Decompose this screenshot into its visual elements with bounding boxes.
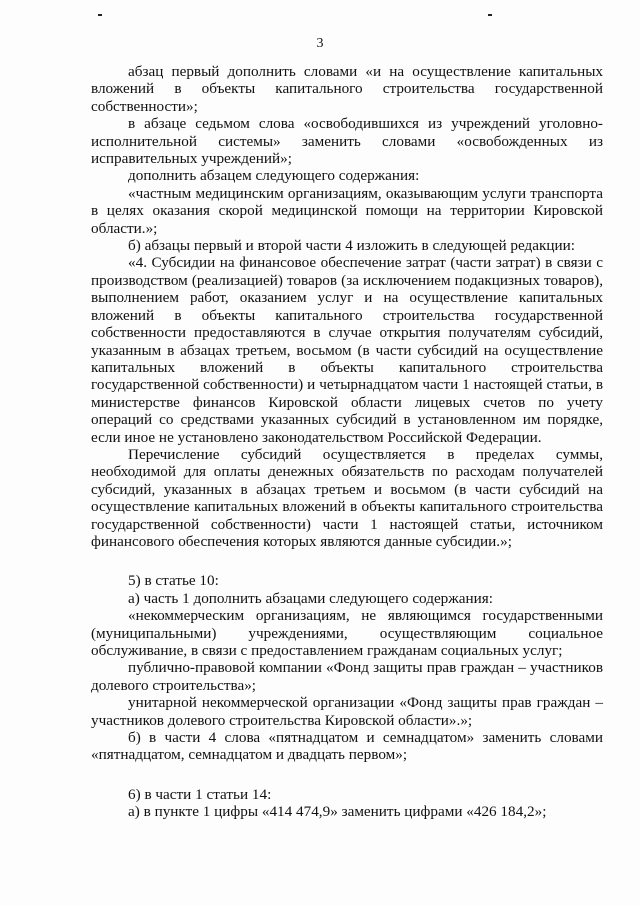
paragraph: «4. Субсидии на финансовое обеспечение затрат (части затрат) в связи с производством (реализацией) товаров (за исключением подакцизных товаров), выполнением работ, оказанием услуг и на осуществление капитальных вложений в объекты капитального строительства государственной собственности предоставляются в случае открытия получателям субсидий, указанным в абзацах третьем, восьмом (в части субсидий на осуществление капитальных вложений в объекты капитального строительства государственной собственности) и четырнадцатом части 1 настоящей статьи, в министерстве финансов Кировской области лицевых счетов по учету операций со средствами указанных субсидий в установленном им порядке, если иное не установлено законодательством Российской Федерации. bbox=[91, 254, 603, 446]
paragraph: а) часть 1 дополнить абзацами следующего содержания: bbox=[128, 589, 493, 607]
paragraph: б) абзацы первый и второй части 4 изложить в следующей редакции: bbox=[128, 237, 575, 255]
spacer bbox=[91, 550, 603, 572]
paragraph: Перечисление субсидий осуществляется в пределах суммы, необходимой для оплаты денежных обязательств по расходам получателей субсидий, указанных в абзацах третьем и восьмом (в части субсидий на осуществление капитальных вложений в объекты капитального строительства государственной собственности) части 1 настоящей статьи, источником финансового обеспечения которых являются данные субсидии.»; bbox=[91, 445, 603, 550]
document-body bbox=[91, 63, 603, 821]
paragraph: унитарной некоммерческой организации «Фонд защиты прав граждан – участников долевого строительства Кировской области».»; bbox=[91, 694, 603, 729]
paragraph: 6) в части 1 статьи 14: bbox=[128, 785, 272, 803]
paragraph: «некоммерческим организациям, не являющимся государственными (муниципальными) учреждениями, осуществляющим социальное обслуживание, в связи с предоставлением гражданам социальных услуг; bbox=[91, 607, 603, 659]
paragraph: 5) в статье 10: bbox=[128, 572, 219, 590]
paragraph: абзац первый дополнить словами «и на осуществление капитальных вложений в объекты капитального строительства государственной собственности»; bbox=[91, 63, 603, 115]
paragraph: б) в части 4 слова «пятнадцатом и семнадцатом» заменить словами «пятнадцатом, семнадцатом и двадцать первом»; bbox=[91, 729, 603, 764]
paragraph: «частным медицинским организациям, оказывающим услуги транспорта в целях оказания скорой медицинской помощи на территории Кировской области.»; bbox=[91, 184, 603, 237]
paragraph: дополнить абзацем следующего содержания: bbox=[128, 167, 420, 185]
paragraph: а) в пункте 1 цифры «414 474,9» заменить цифрами «426 184,2»; bbox=[128, 803, 547, 821]
scan-mark bbox=[98, 14, 102, 16]
paragraph: публично-правовой компании «Фонд защиты прав граждан – участников долевого строительства»; bbox=[91, 659, 603, 694]
spacer bbox=[91, 764, 603, 786]
paragraph: в абзаце седьмом слова «освободившихся из учреждений уголовно-исполнительной системы» заменить словами «освобожденных из исправительных учреждений»; bbox=[91, 115, 603, 168]
scan-mark bbox=[488, 14, 492, 16]
page-number: 3 bbox=[316, 36, 324, 51]
